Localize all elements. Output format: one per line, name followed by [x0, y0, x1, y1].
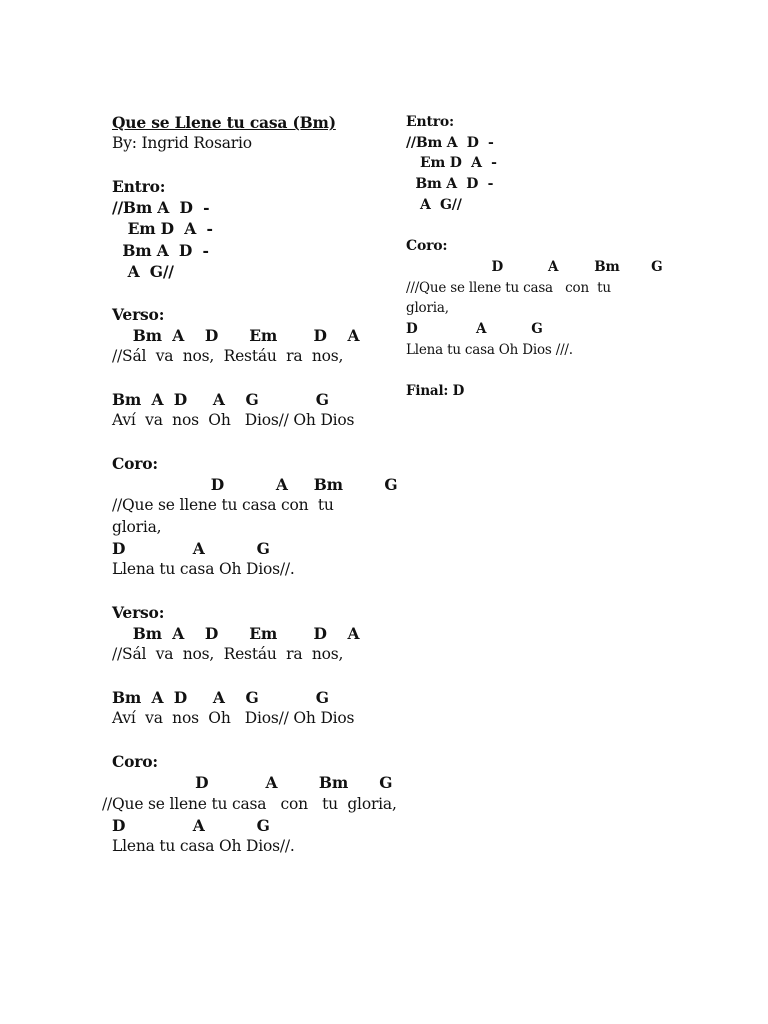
section-heading: Entro:	[406, 114, 454, 130]
lyric-line: //Sál va nos, Restáu ra nos,	[112, 347, 344, 366]
section-heading: Entro:	[112, 176, 166, 196]
left-column	[104, 112, 404, 857]
chord-line: D A G	[112, 538, 270, 558]
blank-line	[104, 282, 404, 303]
chord-line: A G//	[406, 196, 462, 213]
chord-line: D A Bm G	[112, 773, 393, 793]
lyric-line: Aví va nos Oh Dios// Oh Dios	[112, 411, 355, 430]
chord-line: D A G	[406, 320, 543, 337]
section-heading: Coro:	[406, 238, 448, 255]
blank-line	[104, 581, 404, 602]
lyric-line: //Que se llene tu casa con tu gloria,	[102, 794, 397, 813]
chord-line: Bm A D Em D A	[112, 325, 360, 345]
lyric-line: Llena tu casa Oh Dios ///.	[406, 341, 573, 358]
lyric-line: //Que se llene tu casa con tu	[112, 496, 334, 515]
blank-line	[406, 360, 666, 381]
lyric-line: gloria,	[112, 517, 162, 536]
chord-line: Bm A D -	[406, 176, 494, 193]
lyric-line: ///Que se llene tu casa con tu	[406, 279, 611, 296]
chord-line: Em D A -	[112, 219, 213, 239]
chord-line: D A Bm G	[406, 258, 663, 275]
chord-line: Bm A D A G G	[112, 389, 329, 409]
lyric-line: Llena tu casa Oh Dios//.	[112, 560, 295, 579]
lyric-line: Llena tu casa Oh Dios//.	[112, 837, 295, 856]
lyric-line: //Sál va nos, Restáu ra nos,	[112, 645, 344, 664]
lyric-line: Aví va nos Oh Dios// Oh Dios	[112, 709, 355, 728]
chord-line: //Bm A D -	[112, 198, 210, 218]
chord-line: A G//	[112, 262, 174, 282]
blank-line	[104, 730, 404, 751]
section-heading: Coro:	[112, 751, 158, 771]
chord-line: Bm A D -	[112, 240, 209, 260]
section-heading: Verso:	[112, 304, 165, 324]
lyric-line: gloria,	[406, 300, 449, 317]
chord-line: D A G	[112, 815, 270, 835]
section-heading: Coro:	[112, 453, 158, 473]
chord-line: Bm A D Em D A	[112, 624, 360, 644]
section-heading: Verso:	[112, 602, 165, 622]
chord-line: //Bm A D -	[406, 134, 494, 151]
blank-line	[104, 431, 404, 452]
blank-line	[406, 215, 666, 236]
section-heading: Final: D	[406, 382, 465, 399]
song-title: Que se Llene tu casa (Bm)	[112, 113, 336, 132]
chord-line: D A Bm G	[112, 475, 398, 495]
song-author: By: Ingrid Rosario	[112, 134, 252, 153]
blank-line	[104, 666, 404, 687]
blank-line	[104, 368, 404, 389]
chord-line: Bm A D A G G	[112, 688, 329, 708]
right-column	[406, 112, 666, 402]
chord-line: Em D A -	[406, 155, 497, 172]
blank-line	[104, 155, 404, 176]
